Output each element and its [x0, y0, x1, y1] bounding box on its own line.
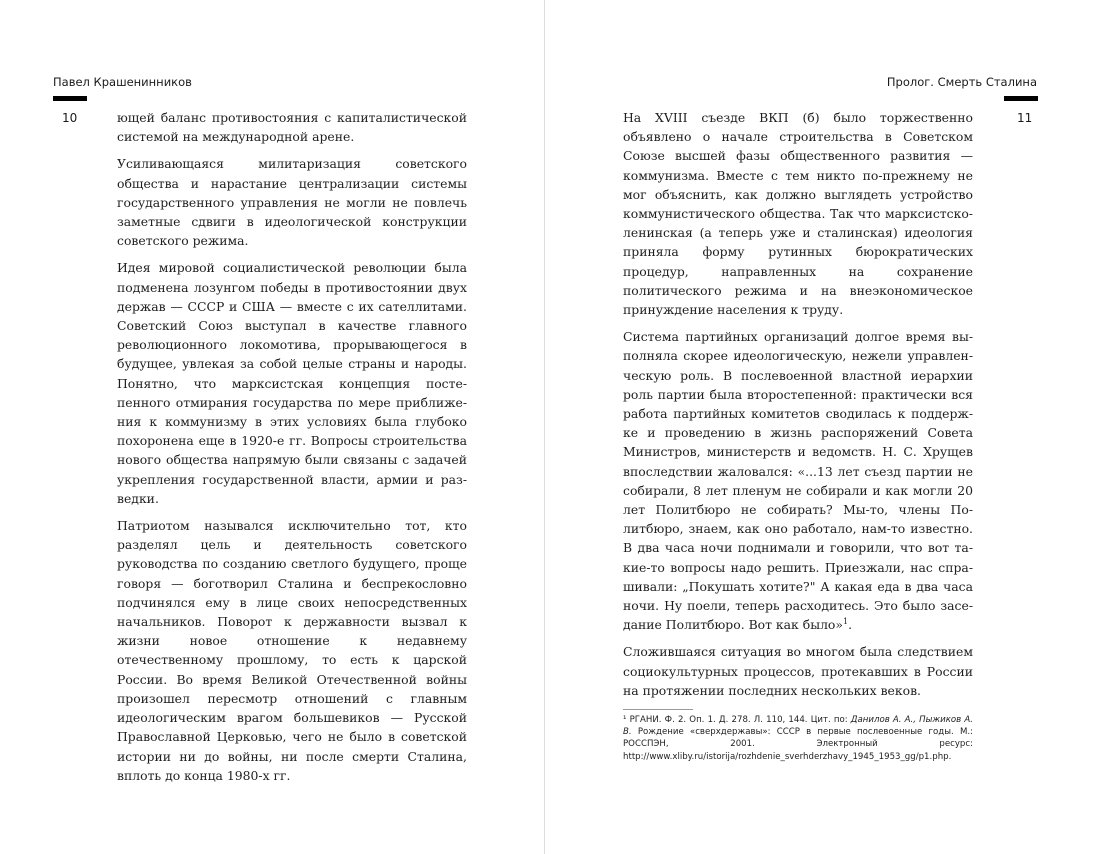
page-number: 11	[1017, 111, 1033, 125]
paragraph-text: Сложившаяся ситуация во многом была следствием социокультурных процессов, протекавших в России на протяжении последних нескольких веков.	[623, 644, 973, 698]
footnote-authors: Данилов А. А., Пыжиков А. В.	[623, 715, 974, 738]
paragraph	[623, 108, 973, 319]
paragraph: ющей баланс противостояния с капиталистической системой на международной арене.	[117, 110, 467, 145]
paragraph: Усиливающаяся милитаризация советского общества и нарастание централизации системы государственного управления не могли не повлечь заметные сдвиги в идеологической конструкции советского режима.	[117, 156, 467, 249]
paragraph: Патриотом назывался исключительно тот, кто разделял цель и деятельность советского руководства по созданию светлого будущего, проще говоря — боготворил Сталина и беспрекословно подчинялся ему в лице своих непосредственных начальников. Поворот к державности вызвал к жизни новое отношение к недавнему отечественному прошлому, то есть к царской России. Во время Великой Отечественной войны произошел пересмотр отношений с главным идеологическим врагом большевиков — Русской Православной Церковью, чего не было в советской истории ни до войны, ни после смерти Сталина, вплоть до конца 1980-х гг.	[117, 518, 467, 783]
paragraph-text: На XVIII съезде ВКП (б) было торжественно объявлено о начале строительства в Советском Союзе высшей фазы общественного развития — коммунизма. Вместе с тем никто по-прежнему не мог объяснить, как должно выглядеть устройство коммунистического общества. Так что марксистско-ленинская (а теперь уже и сталинская) идеология приняла форму рутинных бюрократических процедур, направленных на сохранение политического режима и на внеэкономическое принуждение населения к труду.	[623, 110, 973, 318]
left-page	[0, 0, 544, 854]
paragraph: Система партийных организаций долгое время выполняла скорее идеологическую, нежели управленческую роль. В послевоенной властной иерархии роль партии была второстепенной: практически вся работа партийных комитетов сводилась к поддержке и проведению в жизнь распоряжений Совета Министров, министерств и ведомств. Н. С. Хрущев впоследствии жаловался: «...13 лет съезд партии не собирали, 8 лет пленум не собирали и как могли 20 лет Политбюро не собирать? Мы-то, члены Политбюро, знаем, как оно работало, нам-то известно. В два часа ночи поднимали и говорили, что вот такие-то вопросы надо решить. Приезжали, нас спрашивали: „Покушать хотите?" А какая еда в два часа ночи. Ну поели, теперь расходитесь. Это было заседание Политбюро. Вот как было»$^1$.	[623, 329, 973, 633]
body-text	[117, 108, 467, 793]
footnote-source: РГАНИ. Ф. 2. Оп. 1. Д. 278. Л. 110, 144. Цит. по:	[629, 715, 851, 725]
right-page	[545, 0, 1097, 854]
footnote	[623, 714, 973, 763]
body-text	[623, 108, 973, 708]
running-head-chapter: Пролог. Смерть Сталина	[886, 75, 1037, 89]
footnote-divider	[623, 709, 693, 710]
paragraph: Идея мировой социалистической революции была подменена лозунгом победы в противостоянии двух держав — СССР и США — вместе с их сателлитами. Советский Союз выступал в качестве главного революционного локомотива, прорывающегося в будущее, увлекая за собой целые страны и народы. Понятно, что марксистская концепция постепенного отмирания государства по мере приближения к коммунизму в этих условиях была глубоко похоронена еще в 1920-е гг. Вопросы строительства нового общества напрямую были связаны с задачей укрепления государственной власти, армии и разведки.	[117, 260, 467, 506]
page-number: 10	[62, 111, 78, 125]
footnote-number: ¹	[623, 715, 627, 725]
header-bar	[53, 96, 87, 101]
header-bar	[1004, 96, 1038, 101]
running-head-author: Павел Крашенинников	[53, 75, 192, 89]
footnote-reference[interactable]: 1	[842, 617, 849, 627]
paragraph	[623, 642, 973, 700]
footnote-citation: Рождение «сверхдержавы»: СССР в первые послевоенные годы. М.: РОССПЭН, 2001. Электронный ресурс: http://www.xliby.ru/istorija/rozhdenie_sverhderzhavy_1945_1953_gg/p1.php.	[623, 727, 973, 762]
paragraph-text: Система партийных организаций долгое время выполняла скорее идеологическую, нежели управленческую роль. В послевоенной властной иерархии роль партии была второстепенной: практически вся работа партийных комитетов сводилась к поддержке и проведению в жизнь распоряжений Совета Министров, министерств и ведомств. Н. С. Хрущев впоследствии жаловался: «...13 лет съезд партии не собирали, 8 лет пленум не собирали и как могли 20 лет Политбюро не собирать? Мы-то, члены Политбюро, знаем, как оно работало, нам-то известно. В два часа ночи поднимали и говорили, что вот такие-то вопросы надо решить. Приезжали, нас спрашивали: „Покушать хотите?" А какая еда в два часа ночи. Ну поели, теперь расходитесь. Это было заседание Политбюро. Вот как было»	[623, 329, 973, 633]
